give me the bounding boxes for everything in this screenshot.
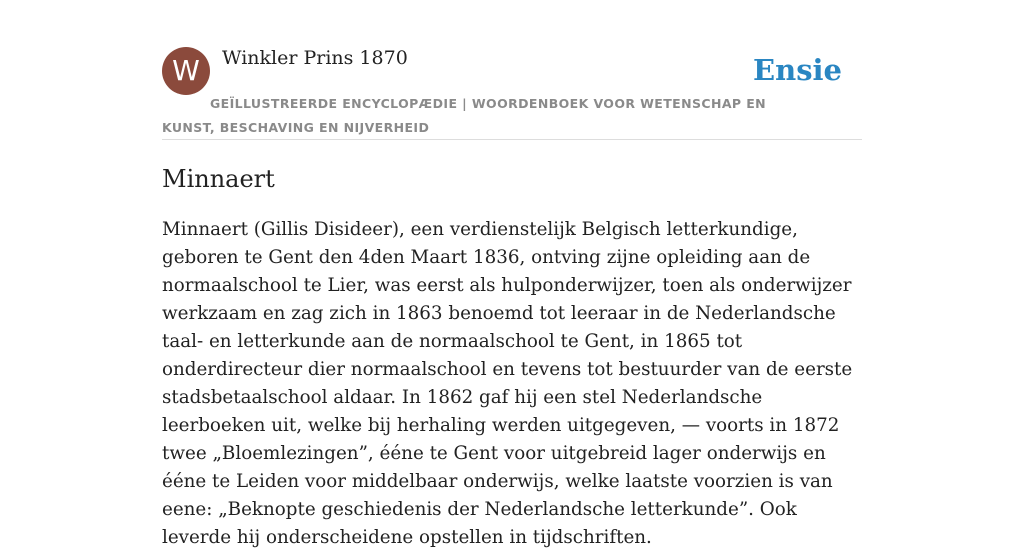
header-divider [162, 139, 862, 140]
source-title-link[interactable]: Winkler Prins 1870 [222, 47, 408, 69]
source-subtitle: GEÏLLUSTREERDE ENCYCLOPÆDIE | WOORDENBOEK VOOR WETENSCHAP EN KUNST, BESCHAVING EN NIJVERHEID [162, 96, 767, 135]
brand-logo[interactable]: Ensie [753, 53, 842, 87]
source-avatar[interactable]: W [162, 47, 210, 95]
entry-title: Minnaert [162, 165, 275, 193]
entry-body: Minnaert (Gillis Disideer), een verdienstelijk Belgisch letterkundige, geboren te Gent den 4den Maart 1836, ontving zijne opleiding aan de normaalschool te Lier, was eerst als hulponderwijzer, toen als onderwijzer werkzaam en zag zich in 1863 benoemd tot leeraar in de Nederlandsche taal- en letterkunde aan de normaalschool te Gent, in 1865 tot onderdirecteur dier normaalschool en tevens tot bestuurder van de eerste stadsbetaalschool aldaar. In 1862 gaf hij een stel Nederlandsche leerboeken uit, welke bij herhaling werden uitgegeven, — voorts in 1872 twee „Bloemlezingen”, ééne te Gent voor uitgebreid lager onderwijs en ééne te Leiden voor middelbaar onderwijs, welke laatste voorzien is van eene: „Beknopte geschiedenis der Nederlandsche letterkunde”. Ook leverde hij onderscheidene opstellen in tijdschriften. [162, 219, 853, 548]
